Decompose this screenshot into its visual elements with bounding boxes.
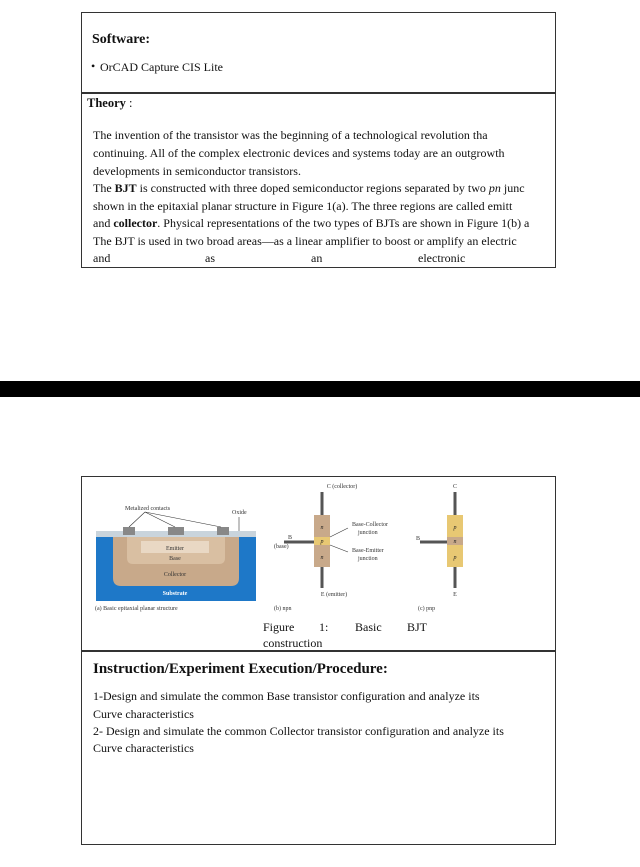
contact bbox=[123, 527, 135, 535]
software-heading: Software: bbox=[92, 32, 151, 47]
figure-caption-word: 1: bbox=[319, 620, 329, 634]
theory-heading: Theory : bbox=[87, 96, 133, 110]
figure-caption-word: Basic bbox=[355, 620, 382, 634]
theory-line: The BJT is constructed with three doped semiconductor regions separated by two pn junc bbox=[93, 181, 525, 195]
contact bbox=[168, 527, 184, 535]
label-be-junction: Base-Emitter bbox=[352, 548, 384, 554]
theory-word: an bbox=[311, 251, 323, 265]
page-separator bbox=[0, 381, 640, 397]
label-base: Base bbox=[169, 556, 181, 562]
label-substrate: Substrate bbox=[162, 591, 188, 597]
svg-text:n: n bbox=[320, 555, 324, 561]
theory-word: electronic bbox=[418, 251, 466, 265]
label-e-emitter: E (emitter) bbox=[320, 592, 348, 598]
figure-caption-line2: construction bbox=[263, 636, 323, 650]
svg-text:E: E bbox=[453, 592, 457, 598]
svg-text:n: n bbox=[320, 525, 324, 531]
svg-text:n: n bbox=[453, 539, 457, 545]
figure-npn bbox=[262, 480, 412, 615]
theory-line: developments in semiconductor transistors. bbox=[93, 164, 301, 178]
svg-text:p: p bbox=[453, 555, 457, 561]
svg-text:C: C bbox=[452, 484, 458, 490]
svg-text:p: p bbox=[320, 539, 324, 545]
instruction-item-1: 1-Design and simulate the common Base transistor configuration and analyze its bbox=[93, 689, 480, 703]
figure-caption-word: BJT bbox=[407, 620, 428, 634]
instruction-item-1-cont: Curve characteristics bbox=[93, 707, 194, 721]
theory-word: as bbox=[205, 251, 215, 265]
software-bullet: • bbox=[91, 59, 96, 73]
contact bbox=[217, 527, 229, 535]
instruction-item-2-cont: Curve characteristics bbox=[93, 741, 194, 755]
theory-line: and collector. Physical representations of the two types of BJTs are shown in Figure 1(b) a bbox=[93, 216, 530, 230]
caption-a: (a) Basic epitaxial planar structure bbox=[95, 606, 178, 612]
theory-word: and bbox=[93, 251, 111, 265]
software-item: OrCAD Capture CIS Lite bbox=[100, 60, 223, 74]
label-c-collector: C (collector) bbox=[326, 484, 358, 490]
svg-text:junction: junction bbox=[358, 556, 378, 562]
label-emitter: Emitter bbox=[166, 546, 184, 552]
instruction-heading: Instruction/Experiment Execution/Procedure: bbox=[93, 661, 388, 677]
label-b: B bbox=[288, 535, 293, 541]
caption-c: (c) pnp bbox=[418, 606, 436, 612]
label-collector: Collector bbox=[163, 572, 187, 578]
svg-text:junction: junction bbox=[358, 530, 378, 536]
theory-line: shown in the epitaxial planar structure in Figure 1(a). The three regions are called emitt bbox=[93, 199, 513, 213]
theory-line: The BJT is used in two broad areas—as a linear amplifier to boost or amplify an electric bbox=[93, 234, 517, 248]
label-b-base: (base) bbox=[274, 544, 289, 550]
theory-body bbox=[93, 128, 556, 268]
figure-pnp bbox=[410, 480, 480, 615]
label-bc-junction: Base-Collector bbox=[352, 522, 388, 528]
figure-epitaxial-structure bbox=[93, 500, 263, 615]
caption-b: (b) npn bbox=[274, 606, 292, 612]
label-metalized-contacts: Metalized contacts bbox=[125, 506, 171, 512]
theory-line: continuing. All of the complex electronic devices and systems today are an outgrowth bbox=[93, 146, 505, 160]
theory-line: The invention of the transistor was the beginning of a technological revolution tha bbox=[93, 128, 488, 142]
label-oxide: Oxide bbox=[232, 510, 247, 516]
figure-caption-word: Figure bbox=[263, 620, 295, 634]
software-section bbox=[81, 12, 556, 93]
instruction-item-2: 2- Design and simulate the common Collector transistor configuration and analyze its bbox=[93, 724, 504, 738]
svg-text:B: B bbox=[416, 536, 421, 542]
svg-text:p: p bbox=[453, 525, 457, 531]
